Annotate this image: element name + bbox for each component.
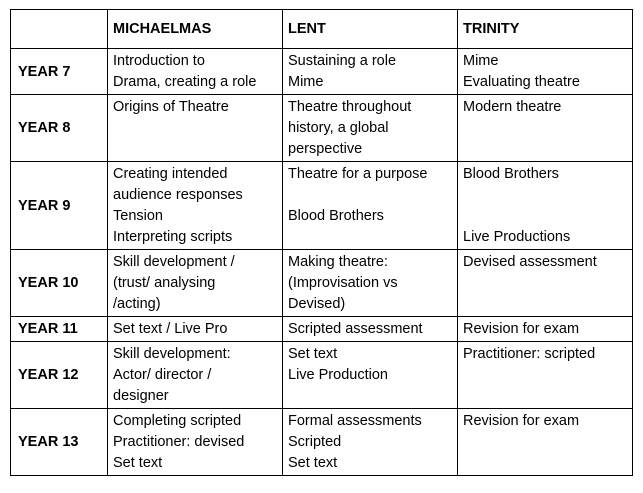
cell-line: Practitioner: scripted xyxy=(463,346,596,362)
header-row xyxy=(11,10,633,49)
cell-line: Set text xyxy=(113,455,163,471)
year-label: YEAR 8 xyxy=(11,95,108,162)
cell-lent xyxy=(283,250,458,317)
cell-line: Creating intended xyxy=(113,166,228,182)
header-trinity: TRINITY xyxy=(458,10,633,49)
table-row xyxy=(11,317,633,342)
table-row xyxy=(11,162,633,250)
header-corner-cell xyxy=(11,10,108,49)
cell-line: Theatre for a purpose xyxy=(288,166,428,182)
curriculum-table xyxy=(10,9,633,476)
cell-michaelmas xyxy=(108,162,283,250)
cell-trinity xyxy=(458,409,633,476)
cell-line: Devised) xyxy=(288,296,346,312)
cell-line: Blood Brothers xyxy=(463,166,559,182)
cell-line: Drama, creating a role xyxy=(113,74,257,90)
year-label: YEAR 13 xyxy=(11,409,108,476)
cell-line: Origins of Theatre xyxy=(113,99,229,115)
cell-line: Live Production xyxy=(288,367,388,383)
table-row xyxy=(11,49,633,95)
cell-line xyxy=(463,206,627,227)
cell-line: Making theatre: xyxy=(288,254,388,270)
table-row xyxy=(11,95,633,162)
cell-line: Devised assessment xyxy=(463,254,597,270)
cell-line xyxy=(463,185,627,206)
year-label: YEAR 12 xyxy=(11,342,108,409)
cell-line xyxy=(288,185,452,206)
cell-line: audience responses xyxy=(113,187,243,203)
cell-michaelmas xyxy=(108,250,283,317)
cell-line: perspective xyxy=(288,141,363,157)
cell-lent xyxy=(283,342,458,409)
header-lent: LENT xyxy=(283,10,458,49)
year-label: YEAR 9 xyxy=(11,162,108,250)
table-row xyxy=(11,409,633,476)
cell-line: Mime xyxy=(288,74,324,90)
cell-trinity xyxy=(458,317,633,342)
cell-line: Theatre throughout xyxy=(288,99,412,115)
cell-line: Set text xyxy=(288,455,338,471)
cell-trinity xyxy=(458,342,633,409)
cell-michaelmas xyxy=(108,317,283,342)
table-row xyxy=(11,250,633,317)
year-label: YEAR 7 xyxy=(11,49,108,95)
cell-michaelmas xyxy=(108,95,283,162)
cell-line: Set text xyxy=(288,346,338,362)
cell-line: Scripted xyxy=(288,434,342,450)
cell-line: Live Productions xyxy=(463,229,571,245)
year-label: YEAR 10 xyxy=(11,250,108,317)
cell-lent xyxy=(283,409,458,476)
table-row xyxy=(11,342,633,409)
cell-line: Scripted assessment xyxy=(288,321,423,337)
header-michaelmas: MICHAELMAS xyxy=(108,10,283,49)
cell-line: (Improvisation vs xyxy=(288,275,398,291)
cell-line: designer xyxy=(113,388,169,404)
cell-line: Completing scripted xyxy=(113,413,242,429)
cell-line: Tension xyxy=(113,208,163,224)
cell-lent xyxy=(283,317,458,342)
cell-line: (trust/ analysing xyxy=(113,275,216,291)
cell-line: Revision for exam xyxy=(463,321,580,337)
cell-line: Practitioner: devised xyxy=(113,434,245,450)
cell-line: history, a global xyxy=(288,120,389,136)
cell-line: Modern theatre xyxy=(463,99,562,115)
cell-line: Interpreting scripts xyxy=(113,229,233,245)
cell-line: Mime xyxy=(463,53,499,69)
cell-line: /acting) xyxy=(113,296,161,312)
cell-line: Blood Brothers xyxy=(288,208,384,224)
cell-lent xyxy=(283,49,458,95)
cell-line: Formal assessments xyxy=(288,413,422,429)
cell-lent xyxy=(283,162,458,250)
cell-lent xyxy=(283,95,458,162)
cell-line: Set text / Live Pro xyxy=(113,321,228,337)
year-label: YEAR 11 xyxy=(11,317,108,342)
cell-line: Revision for exam xyxy=(463,413,580,429)
curriculum-table-body xyxy=(11,10,633,476)
cell-line: Introduction to xyxy=(113,53,205,69)
cell-line: Actor/ director / xyxy=(113,367,212,383)
cell-michaelmas xyxy=(108,49,283,95)
cell-line: Sustaining a role xyxy=(288,53,397,69)
cell-trinity xyxy=(458,95,633,162)
cell-michaelmas xyxy=(108,409,283,476)
cell-line: Skill development: xyxy=(113,346,231,362)
cell-line: Evaluating theatre xyxy=(463,74,580,90)
cell-trinity xyxy=(458,162,633,250)
cell-michaelmas xyxy=(108,342,283,409)
cell-line: Skill development / xyxy=(113,254,235,270)
cell-trinity xyxy=(458,250,633,317)
cell-trinity xyxy=(458,49,633,95)
